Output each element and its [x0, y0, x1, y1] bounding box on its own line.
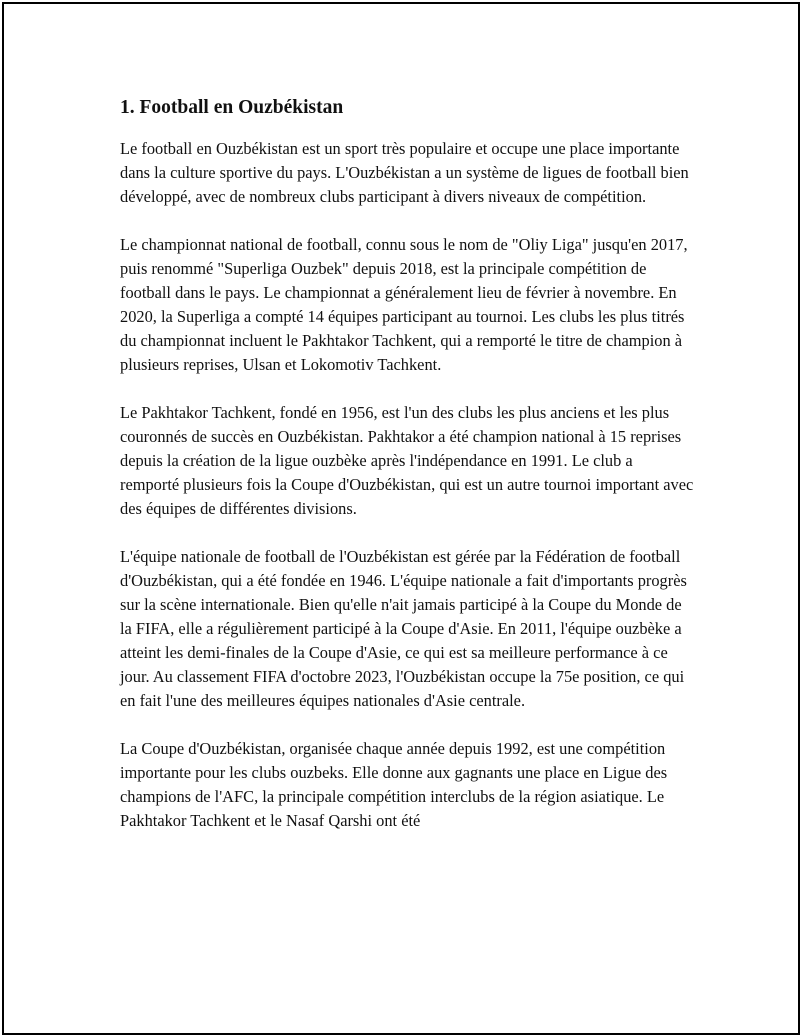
section-heading: 1. Football en Ouzbékistan: [120, 97, 344, 118]
paragraph-national-team: L'équipe nationale de football de l'Ouzbékistan est gérée par la Fédération de football d'Ouzbékistan, qui a été fondée en 1946. L'équipe nationale a fait d'importants progrès sur la scène internationale. Bien qu'elle n'ait jamais participé à la Coupe du Monde de la FIFA, elle a régulièrement participé à la Coupe d'Asie. En 2011, l'équipe ouzbèke a atteint les demi-finales de la Coupe d'Asie, ce qui est sa meilleure performance à ce jour. Au classement FIFA d'octobre 2023, l'Ouzbékistan occupe la 75e position, ce qui en fait l'une des meilleures équipes nationales d'Asie centrale.: [120, 547, 687, 710]
document-body: [120, 92, 694, 857]
document-page: [2, 2, 800, 1035]
paragraph-pakhtakor: Le Pakhtakor Tachkent, fondé en 1956, est l'un des clubs les plus anciens et les plus couronnés de succès en Ouzbékistan. Pakhtakor a été champion national à 15 reprises depuis la création de la ligue ouzbèke après l'indépendance en 1991. Le club a remporté plusieurs fois la Coupe d'Ouzbékistan, qui est un autre tournoi important avec des équipes de différentes divisions.: [120, 403, 694, 518]
paragraph-uzbekistan-cup: La Coupe d'Ouzbékistan, organisée chaque année depuis 1992, est une compétition importante pour les clubs ouzbeks. Elle donne aux gagnants une place en Ligue des champions de l'AFC, la principale compétition interclubs de la région asiatique. Le Pakhtakor Tachkent et le Nasaf Qarshi ont été: [120, 739, 668, 830]
paragraph-intro: Le football en Ouzbékistan est un sport très populaire et occupe une place importante dans la culture sportive du pays. L'Ouzbékistan a un système de ligues de football bien développé, avec de nombreux clubs participant à divers niveaux de compétition.: [120, 139, 689, 206]
paragraph-championship: Le championnat national de football, connu sous le nom de "Oliy Liga" jusqu'en 2017, puis renommé "Superliga Ouzbek" depuis 2018, est la principale compétition de football dans le pays. Le championnat a généralement lieu de février à novembre. En 2020, la Superliga a compté 14 équipes participant au tournoi. Les clubs les plus titrés du championnat incluent le Pakhtakor Tachkent, qui a remporté le titre de champion à plusieurs reprises, Ulsan et Lokomotiv Tachkent.: [120, 235, 688, 374]
